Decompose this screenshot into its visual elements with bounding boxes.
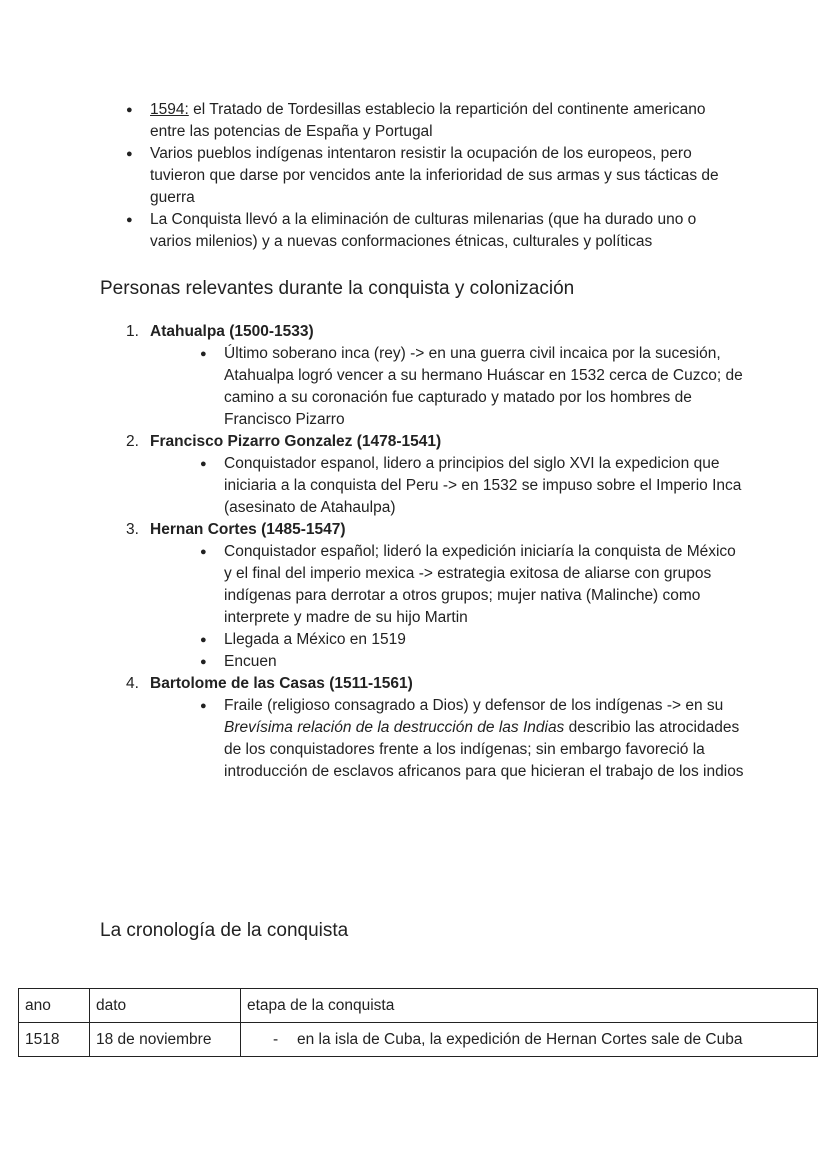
person-item (126, 431, 746, 519)
list-number: 3. (126, 521, 139, 538)
list-number: 2. (126, 433, 139, 450)
list-number: 1. (126, 323, 139, 340)
detail-item: ● Encuen (200, 651, 746, 673)
person-name: Atahualpa (1500-1533) (150, 323, 314, 340)
table-header-row (19, 989, 818, 1023)
detail-item (200, 695, 746, 783)
bullet-item (126, 143, 736, 209)
header-cell-etapa: etapa de la conquista (241, 989, 818, 1023)
header-cell-dato: dato (90, 989, 241, 1023)
person-item (126, 321, 746, 431)
header-cell-ano: ano (19, 989, 90, 1023)
bullet-text: Varios pueblos indígenas intentaron resistir la ocupación de los europeos, pero tuvieron que darse por vencidos ante la inferioridad de sus armas y sus tácticas de guerra (150, 145, 719, 206)
bullet-text: La Conquista llevó a la eliminación de culturas milenarias (que ha durado uno o varios milenios) y a nuevas conformaciones étnicas, culturales y políticas (150, 211, 697, 250)
list-dash: - (273, 1030, 279, 1048)
person-name: Bartolome de las Casas (1511-1561) (150, 675, 413, 692)
detail-item: ● Conquistador espanol, lidero a principios del siglo XVI la expedicion que iniciaria a la conquista del Peru -> en 1532 se impuso sobre el Imperio Inca (asesinato de Atahaulpa) (200, 453, 746, 519)
bullet-item (126, 209, 736, 253)
person-details (150, 541, 746, 673)
detail-item: ● Llegada a México en 1519 (200, 629, 746, 651)
person-details (150, 453, 746, 519)
table-row (19, 1023, 818, 1057)
cell-etapa (241, 1023, 818, 1057)
person-details (150, 343, 746, 431)
cell-ano: 1518 (19, 1023, 90, 1057)
bullet-text: el Tratado de Tordesillas establecio la repartición del continente americano entre las potencias de España y Portugal (150, 101, 706, 140)
person-name: Hernan Cortes (1485-1547) (150, 521, 346, 538)
list-number: 4. (126, 675, 139, 692)
detail-item: ● Conquistador español; lideró la expedición iniciaría la conquista de México y el final del imperio mexica -> estrategia exitosa de aliarse con grupos indígenas para derrotar a otros grupos; mujer nativa (Malinche) como interprete y madre de su hijo Martin (200, 541, 746, 629)
detail-text: describio las atrocidades de los conquistadores frente a los indígenas; sin embargo favoreció la introducción de esclavos africanos para que hicieran el trabajo de los indios (224, 719, 744, 780)
chronology-table (18, 988, 818, 1057)
cell-etapa-text: en la isla de Cuba, la expedición de Hernan Cortes sale de Cuba (297, 1030, 743, 1048)
person-item (126, 519, 746, 673)
intro-bullet-list (126, 99, 736, 253)
person-details (150, 695, 746, 783)
bullet-item (126, 99, 736, 143)
person-item (126, 673, 746, 783)
person-name: Francisco Pizarro Gonzalez (1478-1541) (150, 433, 442, 450)
people-list (126, 321, 746, 783)
book-title: Brevísima relación de la destrucción de las Indias (224, 719, 565, 736)
section-heading-cronologia: La cronología de la conquista (100, 920, 349, 941)
detail-text: Fraile (religioso consagrado a Dios) y defensor de los indígenas -> en su (224, 697, 724, 714)
section-heading-personas: Personas relevantes durante la conquista y colonización (100, 278, 575, 299)
detail-item: ● Último soberano inca (rey) -> en una guerra civil incaica por la sucesión, Atahualpa logró vencer a su hermano Huáscar en 1532 cerca de Cuzco; de camino a su coronación fue capturado y matado por los hombres de Francisco Pizarro (200, 343, 746, 431)
bullet-lead-year: 1594: (150, 101, 189, 118)
cell-dato: 18 de noviembre (90, 1023, 241, 1057)
